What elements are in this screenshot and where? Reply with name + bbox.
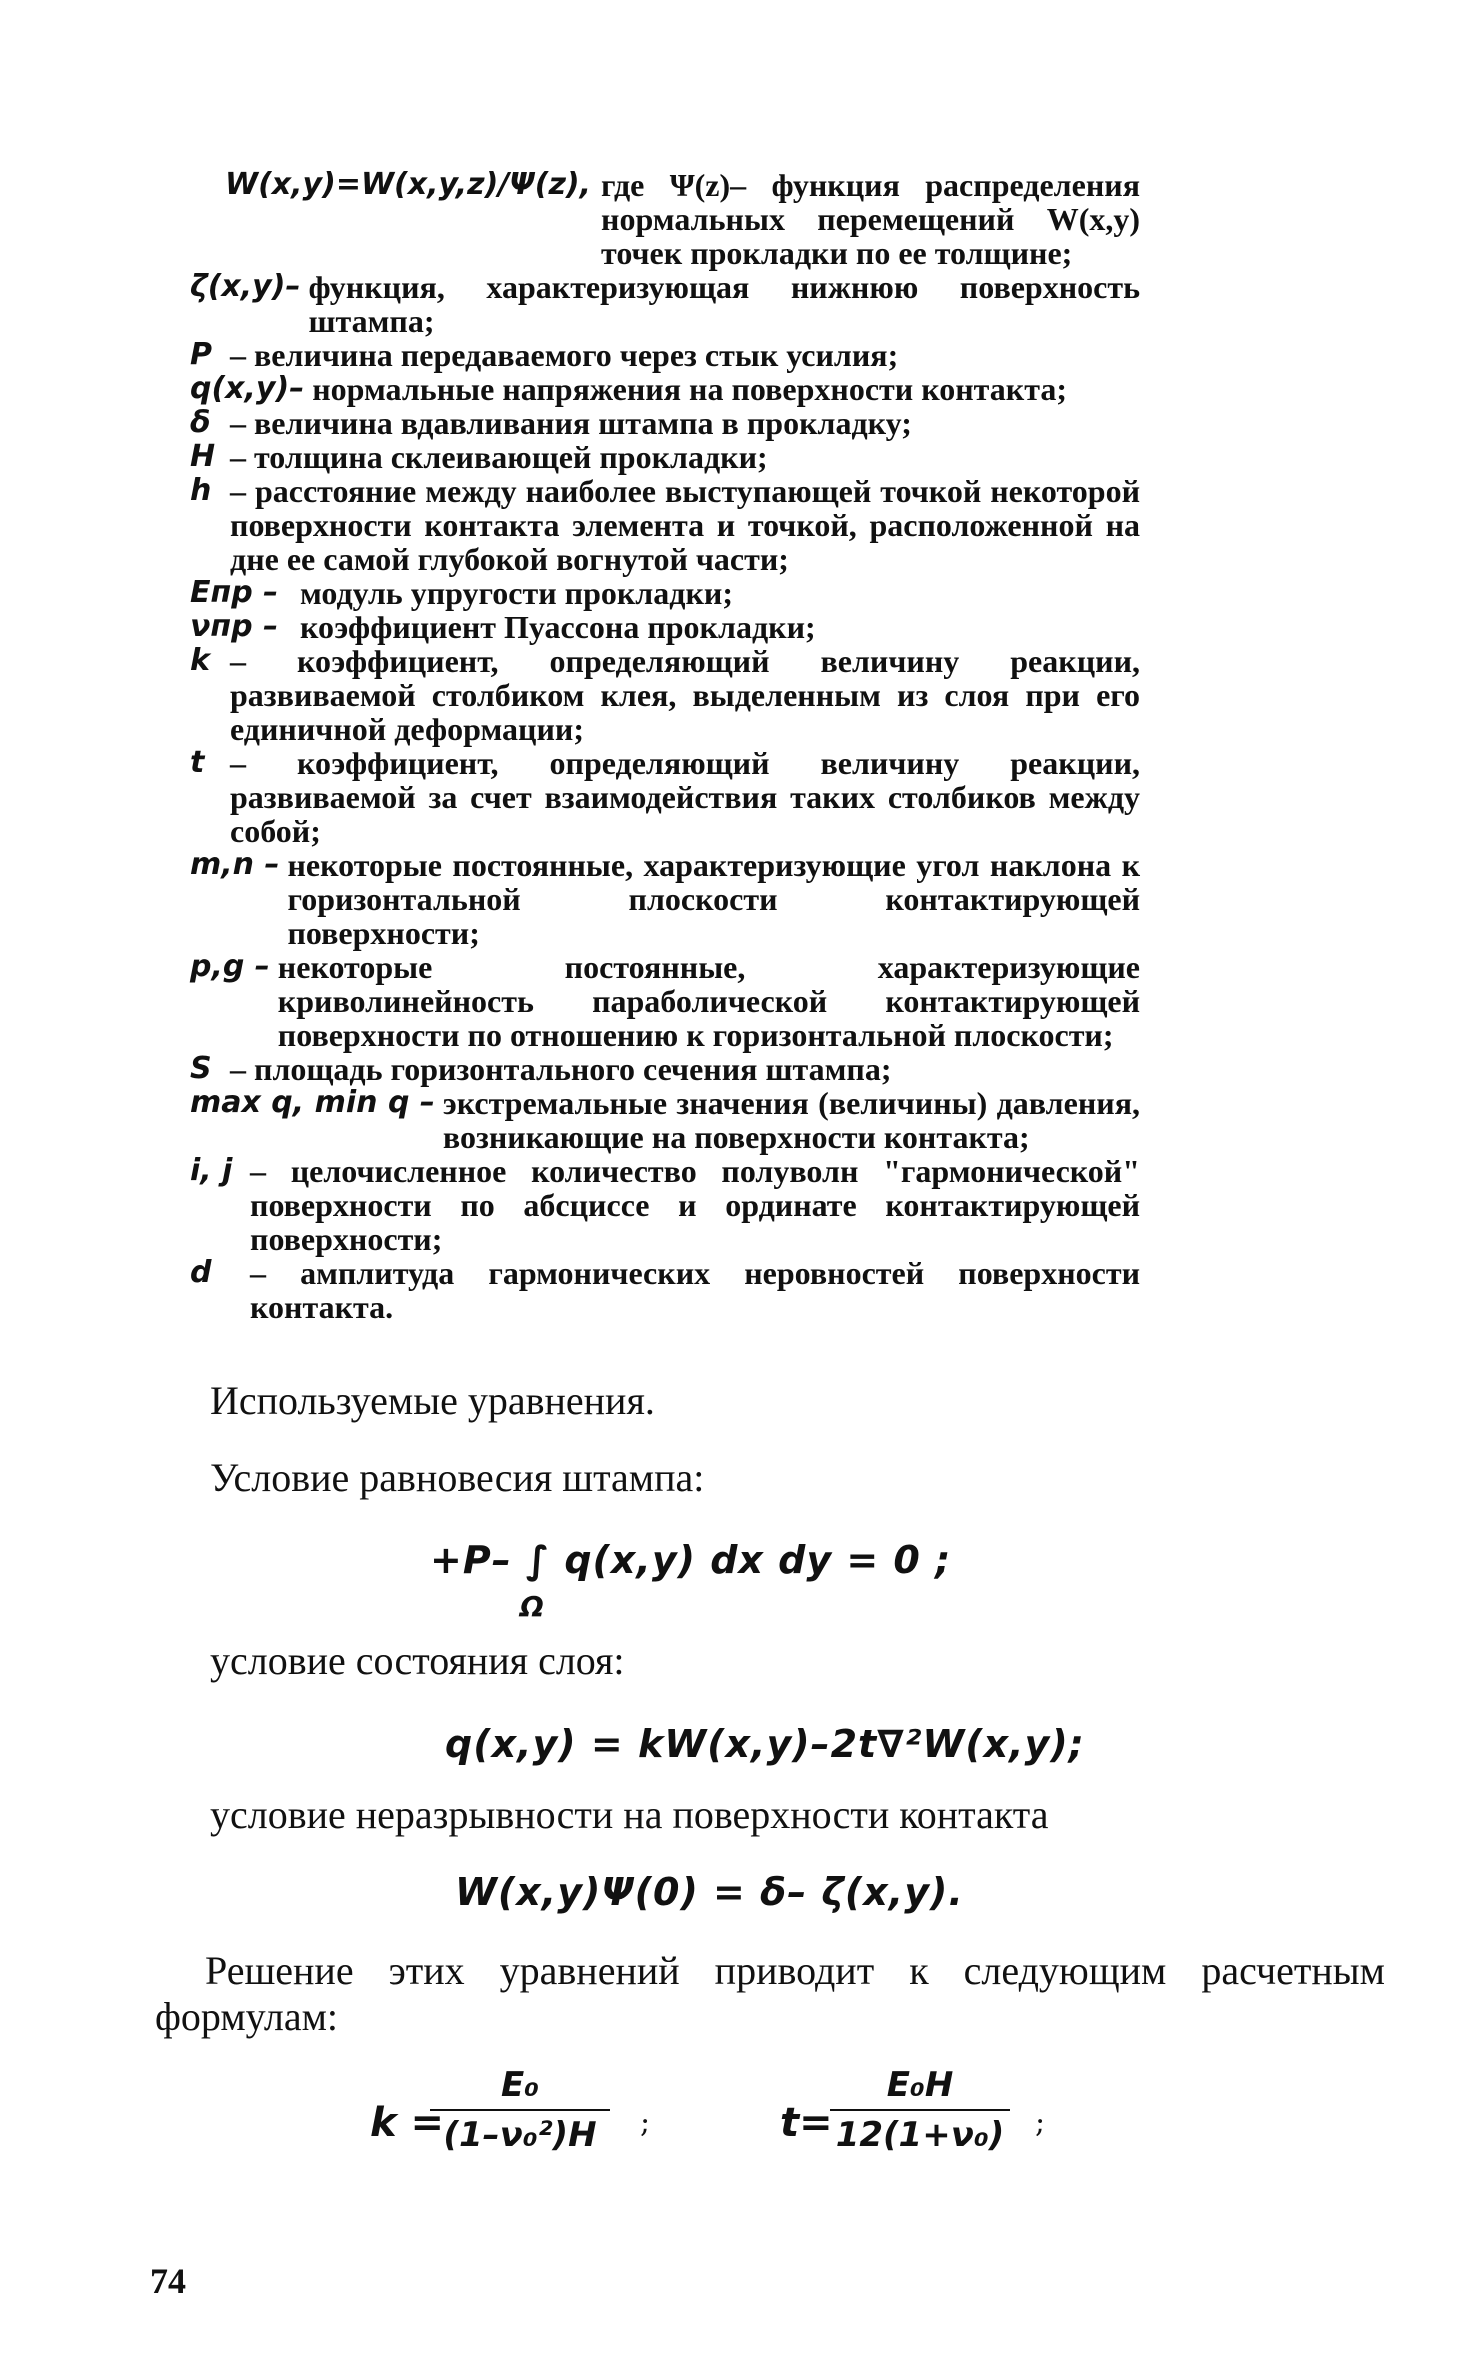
definition-item — [190, 1256, 1140, 1324]
solution-text: Решение этих уравнений приводит к следующим расчетным формулам: — [155, 1948, 1385, 2039]
continuity-label: условие неразрывности на поверхности контакта — [210, 1792, 1049, 1837]
definition-text: – величина вдавливания штампа в прокладку; — [230, 405, 912, 441]
definition-item — [190, 950, 1140, 1052]
definition-text: – расстояние между наиболее выступающей точкой некоторой поверхности контакта элемента и точкой, расположенной на дне ее самой глубокой вогнутой части; — [230, 473, 1140, 577]
definition-symbol: H — [190, 439, 216, 474]
definition-symbol: m,n – — [190, 847, 280, 882]
definition-symbol: ζ(x,y)– — [190, 269, 301, 304]
definition-text: некоторые постоянные, характеризующие криволинейность параболической контактирующей поверхности по отношению к горизонтальной плоскости; — [277, 949, 1140, 1053]
definition-item — [225, 168, 1140, 270]
definition-text: коэффициент Пуассона прокладки; — [300, 609, 816, 645]
definition-text: некоторые постоянные, характеризующие угол наклона к горизонтальной плоскости контактирующей поверхности; — [287, 847, 1140, 951]
definition-symbol: max q, min q – — [190, 1085, 435, 1120]
definition-symbol: k — [190, 643, 210, 678]
nomenclature-list — [190, 168, 1140, 1324]
k-fraction — [430, 2065, 610, 2155]
definition-text: – величина передаваемого через стык усилия; — [230, 337, 899, 373]
definition-text: – площадь горизонтального сечения штампа; — [230, 1051, 892, 1087]
definition-symbol: P — [190, 337, 212, 372]
definition-text: – толщина склеивающей прокладки; — [230, 439, 768, 475]
definition-item — [190, 338, 1140, 372]
definition-item — [190, 746, 1140, 848]
layer-label: условие состояния слоя: — [210, 1638, 625, 1683]
definition-item — [190, 610, 1140, 644]
definition-text: модуль упругости прокладки; — [300, 575, 733, 611]
definition-item — [190, 440, 1140, 474]
definition-symbol: h — [190, 473, 212, 508]
section-heading: Используемые уравнения. — [210, 1378, 655, 1423]
t-semicolon: ; — [1035, 2105, 1046, 2140]
k-numerator: E₀ — [500, 2065, 540, 2105]
definition-item — [190, 270, 1140, 338]
equilibrium-formula: +P– ∫ q(x,y) dx dy = 0 ; — [430, 1538, 952, 1582]
definition-item — [190, 474, 1140, 576]
definition-text: – амплитуда гармонических неровностей поверхности контакта. — [250, 1255, 1140, 1325]
k-denominator: (1–ν₀²)H — [443, 2115, 597, 2155]
definition-item — [190, 1052, 1140, 1086]
definition-symbol: Eпр – — [190, 575, 279, 610]
t-denominator: 12(1+ν₀) — [835, 2115, 1005, 2155]
integral-domain: Ω — [520, 1590, 545, 1623]
definition-symbol: i, j — [190, 1153, 233, 1188]
definition-item — [190, 406, 1140, 440]
definition-symbol: δ — [190, 405, 211, 440]
definition-item — [190, 576, 1140, 610]
t-formula-lhs: t= — [780, 2100, 833, 2146]
page-number: 74 — [150, 2261, 186, 2301]
definition-text: – коэффициент, определяющий величину реакции, развиваемой за счет взаимодействия таких столбиков между собой; — [230, 745, 1140, 849]
definition-item — [190, 1154, 1140, 1256]
definition-symbol: q(x,y)– — [190, 371, 305, 406]
equilibrium-label: Условие равновесия штампа: — [210, 1455, 705, 1500]
layer-formula: q(x,y) = kW(x,y)–2t∇²W(x,y); — [445, 1722, 1085, 1766]
definition-symbol: d — [190, 1255, 212, 1290]
definition-symbol: S — [190, 1051, 212, 1086]
definition-text: – целочисленное количество полуволн "гармонической" поверхности по абсциссе и ординате контактирующей поверхности; — [250, 1153, 1140, 1257]
t-numerator: E₀H — [886, 2065, 954, 2105]
definition-text: функция, характеризующая нижнюю поверхность штампа; — [308, 269, 1140, 339]
definition-text: – коэффициент, определяющий величину реакции, развиваемой столбиком клея, выделенным из слоя при его единичной деформации; — [230, 643, 1140, 747]
definition-symbol: W(x,y)=W(x,y,z)/Ψ(z), — [225, 167, 592, 202]
definition-symbol: νпр – — [190, 609, 279, 644]
k-semicolon: ; — [640, 2105, 651, 2140]
definition-item — [190, 644, 1140, 746]
definition-text: где Ψ(z)– функция распределения нормальных перемещений W(x,y) точек прокладки по ее толщине; — [601, 167, 1140, 271]
t-fraction — [830, 2065, 1010, 2155]
continuity-formula: W(x,y)Ψ(0) = δ– ζ(x,y). — [455, 1870, 964, 1914]
definition-item — [190, 1086, 1140, 1154]
definition-symbol: p,g – — [190, 949, 270, 984]
definition-item — [190, 848, 1140, 950]
definition-text: нормальные напряжения на поверхности контакта; — [312, 371, 1067, 407]
definition-symbol: t — [190, 745, 205, 780]
definition-item — [190, 372, 1140, 406]
definition-text: экстремальные значения (величины) давления, возникающие на поверхности контакта; — [442, 1085, 1140, 1155]
k-formula-lhs: k = — [370, 2100, 445, 2146]
